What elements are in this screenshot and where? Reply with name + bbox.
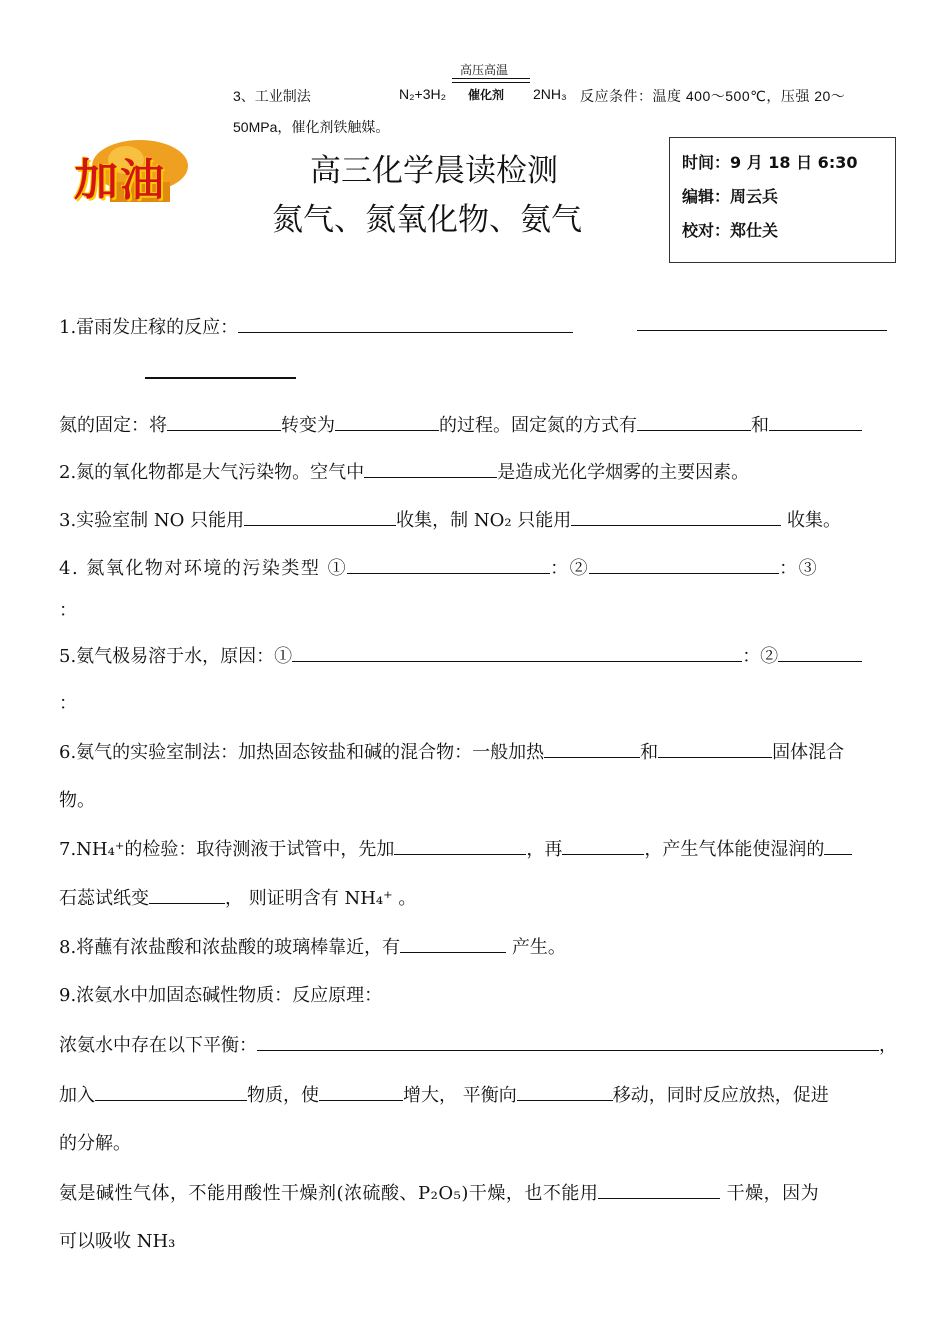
q4-line bbox=[59, 553, 818, 580]
q10-text-a: 氨是碱性气体，不能用酸性干燥剂(浓硫酸、P₂O₅)干燥，也不能用 bbox=[59, 1183, 599, 1204]
equilibrium-arrow-top bbox=[452, 78, 530, 79]
q6-text-c: 固体混合 bbox=[772, 742, 845, 763]
q9-line-3: 的分解。 bbox=[59, 1133, 131, 1154]
q8-text-a: 8.将蘸有浓盐酸和浓盐酸的玻璃棒靠近，有 bbox=[59, 937, 401, 958]
fixation-text-b: 转变为 bbox=[281, 415, 335, 436]
q5-blank-2[interactable] bbox=[778, 641, 862, 662]
q6-text-b: 和 bbox=[640, 742, 659, 763]
fixation-blank-1[interactable] bbox=[167, 410, 281, 431]
q7-text-a: 7.NH₄⁺的检验：取待测液于试管中，先加 bbox=[59, 839, 395, 860]
logo-text: 加油 bbox=[74, 155, 166, 206]
fixation-blank-4[interactable] bbox=[769, 410, 862, 431]
q10-line bbox=[59, 1178, 819, 1205]
q7-text-b: ，再 bbox=[526, 839, 563, 860]
q3-text-c: 收集。 bbox=[781, 510, 842, 531]
product: 2NH₃ bbox=[533, 86, 567, 102]
q5-line bbox=[59, 641, 862, 668]
q1-blank-3[interactable] bbox=[145, 377, 296, 379]
q4-blank-2[interactable] bbox=[589, 553, 779, 574]
q6-text-a: 6.氨气的实验室制法：加热固态铵盐和碱的混合物：一般加热 bbox=[59, 742, 545, 763]
q9-text-d: 物质，使 bbox=[247, 1085, 319, 1106]
q9-line-2 bbox=[59, 1080, 829, 1107]
q3-blank-2[interactable] bbox=[571, 505, 781, 526]
q9-text-a: 浓氨水中存在以下平衡： bbox=[59, 1035, 257, 1056]
q7-blank-1[interactable] bbox=[394, 834, 526, 855]
q9-blank-3[interactable] bbox=[319, 1080, 403, 1101]
q9-blank-4[interactable] bbox=[517, 1080, 613, 1101]
fixation-blank-2[interactable] bbox=[335, 410, 439, 431]
q9-text-f: 移动，同时反应放热，促进 bbox=[612, 1085, 829, 1106]
fixation-line bbox=[59, 410, 862, 437]
q6-cont: 物。 bbox=[59, 790, 95, 811]
equilibrium-arrow-bottom bbox=[452, 82, 530, 83]
q6-blank-2[interactable] bbox=[658, 737, 772, 758]
q1-line bbox=[59, 312, 573, 339]
q4-text-b: ：② bbox=[550, 558, 590, 579]
q7-blank-2[interactable] bbox=[562, 834, 644, 855]
q3-text-a: 3.实验室制 NO 只能用 bbox=[59, 510, 245, 531]
q9-blank-2[interactable] bbox=[95, 1080, 247, 1101]
q7-line bbox=[59, 834, 852, 861]
q1-blank-2[interactable] bbox=[637, 330, 887, 331]
q2-text-b: 是造成光化学烟雾的主要因素。 bbox=[497, 462, 750, 483]
reaction-conditions-cont: 50MPa，催化剂铁触媒。 bbox=[233, 119, 390, 135]
condition-top: 高压高温 bbox=[460, 63, 509, 77]
condition-bottom: 催化剂 bbox=[468, 88, 505, 102]
q3-line bbox=[59, 505, 841, 532]
q9-line-1 bbox=[59, 1030, 897, 1057]
q5-text-b: ：② bbox=[742, 646, 779, 667]
q10-line-2: 可以吸收 NH₃ bbox=[59, 1231, 176, 1252]
q7-blank-4[interactable] bbox=[149, 883, 225, 904]
q5-blank-1[interactable] bbox=[292, 641, 742, 662]
q7-text-e: ， 则证明含有 NH₄⁺ 。 bbox=[225, 888, 417, 909]
reaction-conditions: 反应条件：温度 400～500℃，压强 20～ bbox=[580, 88, 846, 104]
q8-blank[interactable] bbox=[400, 932, 506, 953]
q2-line bbox=[59, 457, 749, 484]
info-time: 时间：9 月 18 日 6:30 bbox=[682, 153, 858, 172]
q4-text-c: ：③ bbox=[779, 558, 819, 579]
q10-blank[interactable] bbox=[598, 1178, 720, 1199]
q5-text-a: 5.氨气极易溶于水，原因：① bbox=[59, 646, 293, 667]
q9-text-b: ， bbox=[879, 1035, 897, 1056]
q9-title: 9.浓氨水中加固态碱性物质：反应原理： bbox=[59, 985, 383, 1006]
q7-blank-3[interactable] bbox=[824, 834, 852, 855]
q8-line bbox=[59, 932, 566, 959]
intro-label: 3、工业制法 bbox=[233, 88, 311, 104]
q4-text-a: 4. 氮氧化物对环境的污染类型 ① bbox=[59, 558, 348, 579]
q9-text-e: 增大， 平衡向 bbox=[403, 1085, 517, 1106]
q7-text-c: ，产生气体能使湿润的 bbox=[644, 839, 825, 860]
fixation-blank-3[interactable] bbox=[637, 410, 751, 431]
page-title: 高三化学晨读检测 bbox=[310, 153, 558, 189]
q7-text-d: 石蕊试纸变 bbox=[59, 888, 149, 909]
fixation-text-a: 氮的固定：将 bbox=[59, 415, 167, 436]
q1-text: 1.雷雨发庄稼的反应： bbox=[59, 317, 239, 338]
q7-line-2 bbox=[59, 883, 416, 910]
q5-colon: ： bbox=[59, 693, 77, 714]
q2-text-a: 2.氮的氧化物都是大气污染物。空气中 bbox=[59, 462, 365, 483]
q6-line bbox=[59, 737, 844, 764]
q4-blank-1[interactable] bbox=[347, 553, 550, 574]
q4-colon: ： bbox=[59, 600, 77, 621]
q8-text-b: 产生。 bbox=[506, 937, 566, 958]
info-box bbox=[669, 137, 896, 263]
reactants: N₂+3H₂ bbox=[399, 86, 447, 102]
q1-blank-1[interactable] bbox=[238, 312, 573, 333]
q2-blank[interactable] bbox=[364, 457, 497, 478]
fixation-text-c: 的过程。固定氮的方式有 bbox=[439, 415, 637, 436]
q6-blank-1[interactable] bbox=[544, 737, 640, 758]
fixation-text-d: 和 bbox=[751, 415, 769, 436]
q10-text-b: 干燥，因为 bbox=[720, 1183, 820, 1204]
info-editor: 编辑：周云兵 bbox=[682, 187, 779, 206]
q3-text-b: 收集，制 NO₂ 只能用 bbox=[396, 510, 572, 531]
logo bbox=[70, 138, 210, 204]
q3-blank-1[interactable] bbox=[244, 505, 396, 526]
q9-text-c: 加入 bbox=[59, 1085, 95, 1106]
info-proof: 校对：郑仕关 bbox=[682, 221, 779, 240]
page-subtitle: 氮气、氮氧化物、氨气 bbox=[272, 202, 582, 238]
q9-blank-1[interactable] bbox=[257, 1030, 879, 1051]
